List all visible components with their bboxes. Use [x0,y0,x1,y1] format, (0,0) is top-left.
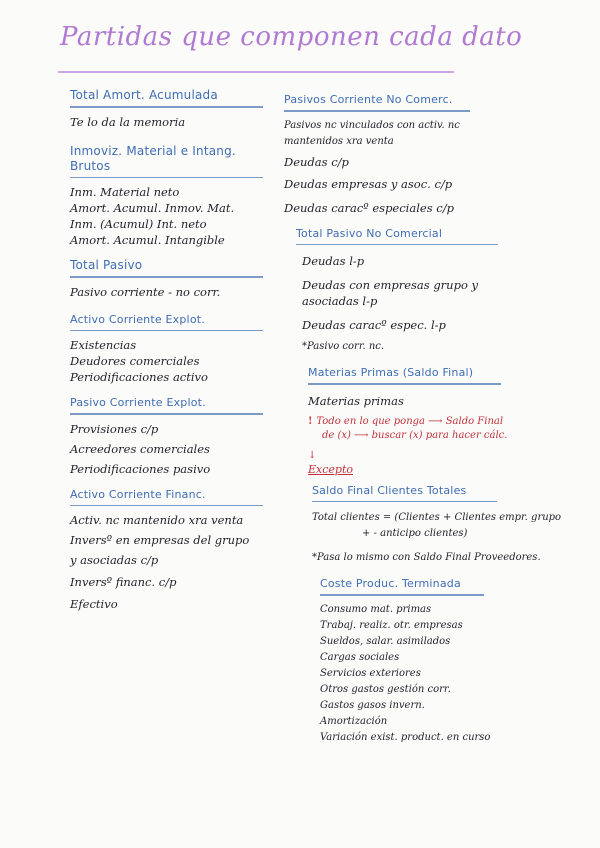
note-line [308,415,584,429]
section-heading: Inmoviz. Material e Intang. Brutos [70,143,236,173]
list-item: Amort. Acumul. Intangible [70,233,225,247]
section-underline [70,106,263,108]
list-item: Variación exist. product. en curso [320,731,491,743]
list-item: Consumo mat. primas [320,603,432,615]
section-heading: Activo Corriente Financ. [70,487,206,501]
list-item: Amortización [320,715,388,727]
section-underline [308,383,501,385]
list-item: *Pasa lo mismo con Saldo Final Proveedores. [312,552,541,563]
list-item: asociadas l-p [302,294,378,308]
list-item: Te lo da la memoria [70,114,186,129]
section-heading: Total Amort. Acumulada [70,88,218,102]
list-item: Acreedores comerciales [70,441,210,456]
list-item: Gastos gasos invern. [320,699,425,711]
list-item: Deudas caracº especiales c/p [284,200,454,215]
section-pasivo-corr-explot [70,395,280,477]
list-item: y asociadas c/p [70,553,159,567]
list-item: Deudas c/p [284,154,349,169]
list-item: Total clientes = (Clientes + Clientes empr. grupo [312,512,562,523]
list-item: Otros gastos gestión corr. [320,683,451,695]
section-underline [70,276,263,278]
note-text: Todo en lo que ponga ⟶ Saldo Final [316,415,504,427]
section-total-pasivo-no-comercial-items [302,253,584,355]
section-pasivos-corr-no-comerc [284,92,584,216]
section-underline [284,110,470,112]
section-total-amort [70,88,280,130]
section-total-pasivo [70,258,280,300]
section-activo-corr-explot [70,312,280,386]
list-item: Periodificaciones activo [70,370,208,384]
section-heading: Materias Primas (Saldo Final) [308,366,474,379]
section-underline [70,413,263,415]
page-title: Partidas que componen cada dato [60,22,523,52]
section-underline [296,244,498,246]
list-item: *Pasivo corr. nc. [302,341,385,352]
note-text: de (x) ⟶ buscar (x) para hacer cálc. [322,429,508,441]
section-heading: Pasivo Corriente Explot. [70,396,206,409]
section-coste-produc-terminada [320,576,584,746]
except-label: Excepto [308,462,353,476]
list-item: Amort. Acumul. Inmov. Mat. [70,201,235,215]
list-item: Pasivos nc vinculados con activ. nc [284,119,460,131]
section-underline [70,505,263,507]
section-heading: Saldo Final Clientes Totales [312,483,467,497]
section-underline [312,501,497,503]
list-item: Pasivo corriente - no corr. [70,284,221,299]
list-item: Provisiones c/p [70,421,159,436]
list-item: Sueldos, salar. asimilados [320,635,451,647]
list-item: Inm. Material neto [70,185,180,199]
list-item: Deudas empresas y asoc. c/p [284,176,453,191]
list-item: Cargas sociales [320,651,400,663]
section-underline [70,177,263,179]
right-column [284,88,584,746]
section-inmoviz [70,144,280,249]
list-item: Inm. (Acumul) Int. neto [70,217,207,231]
section-saldo-final-clientes [312,483,584,567]
list-item: Periodificaciones pasivo [70,461,211,476]
except-line [308,449,584,463]
list-item: Servicios exteriores [320,667,421,679]
section-heading: Pasivos Corriente No Comerc. [284,93,453,106]
left-column [70,88,280,612]
section-underline [70,330,263,332]
list-item: Inversº en empresas del grupo [70,533,250,547]
section-heading: Coste Produc. Terminada [320,577,461,590]
list-item: Deudas caracº espec. l-p [302,318,446,332]
section-total-pasivo-no-comercial [296,226,584,246]
section-heading: Total Pasivo No Comercial [296,226,443,240]
list-item: Deudores comerciales [70,354,200,368]
arrow-down-icon: ↓ [308,449,317,461]
section-underline [320,594,484,596]
list-item: + - anticipo clientes) [362,528,468,539]
list-item: Existencias [70,338,137,352]
list-item: Efectivo [70,597,118,611]
section-activo-corr-financ [70,487,280,613]
section-heading: Activo Corriente Explot. [70,312,205,326]
list-item: Activ. nc mantenido xra venta [70,513,244,527]
section-materias-primas [308,365,584,477]
list-item: Inversº financ. c/p [70,575,177,589]
list-item: Materias primas [308,393,404,408]
list-item: mantenidos xra venta [284,135,394,147]
list-item: Deudas l-p [302,254,365,268]
section-heading: Total Pasivo [70,258,143,272]
list-item: Deudas con empresas grupo y [302,278,479,292]
exclamation-icon: ! [308,415,313,427]
title-underline [58,71,454,73]
list-item: Trabaj. realiz. otr. empresas [320,619,463,631]
